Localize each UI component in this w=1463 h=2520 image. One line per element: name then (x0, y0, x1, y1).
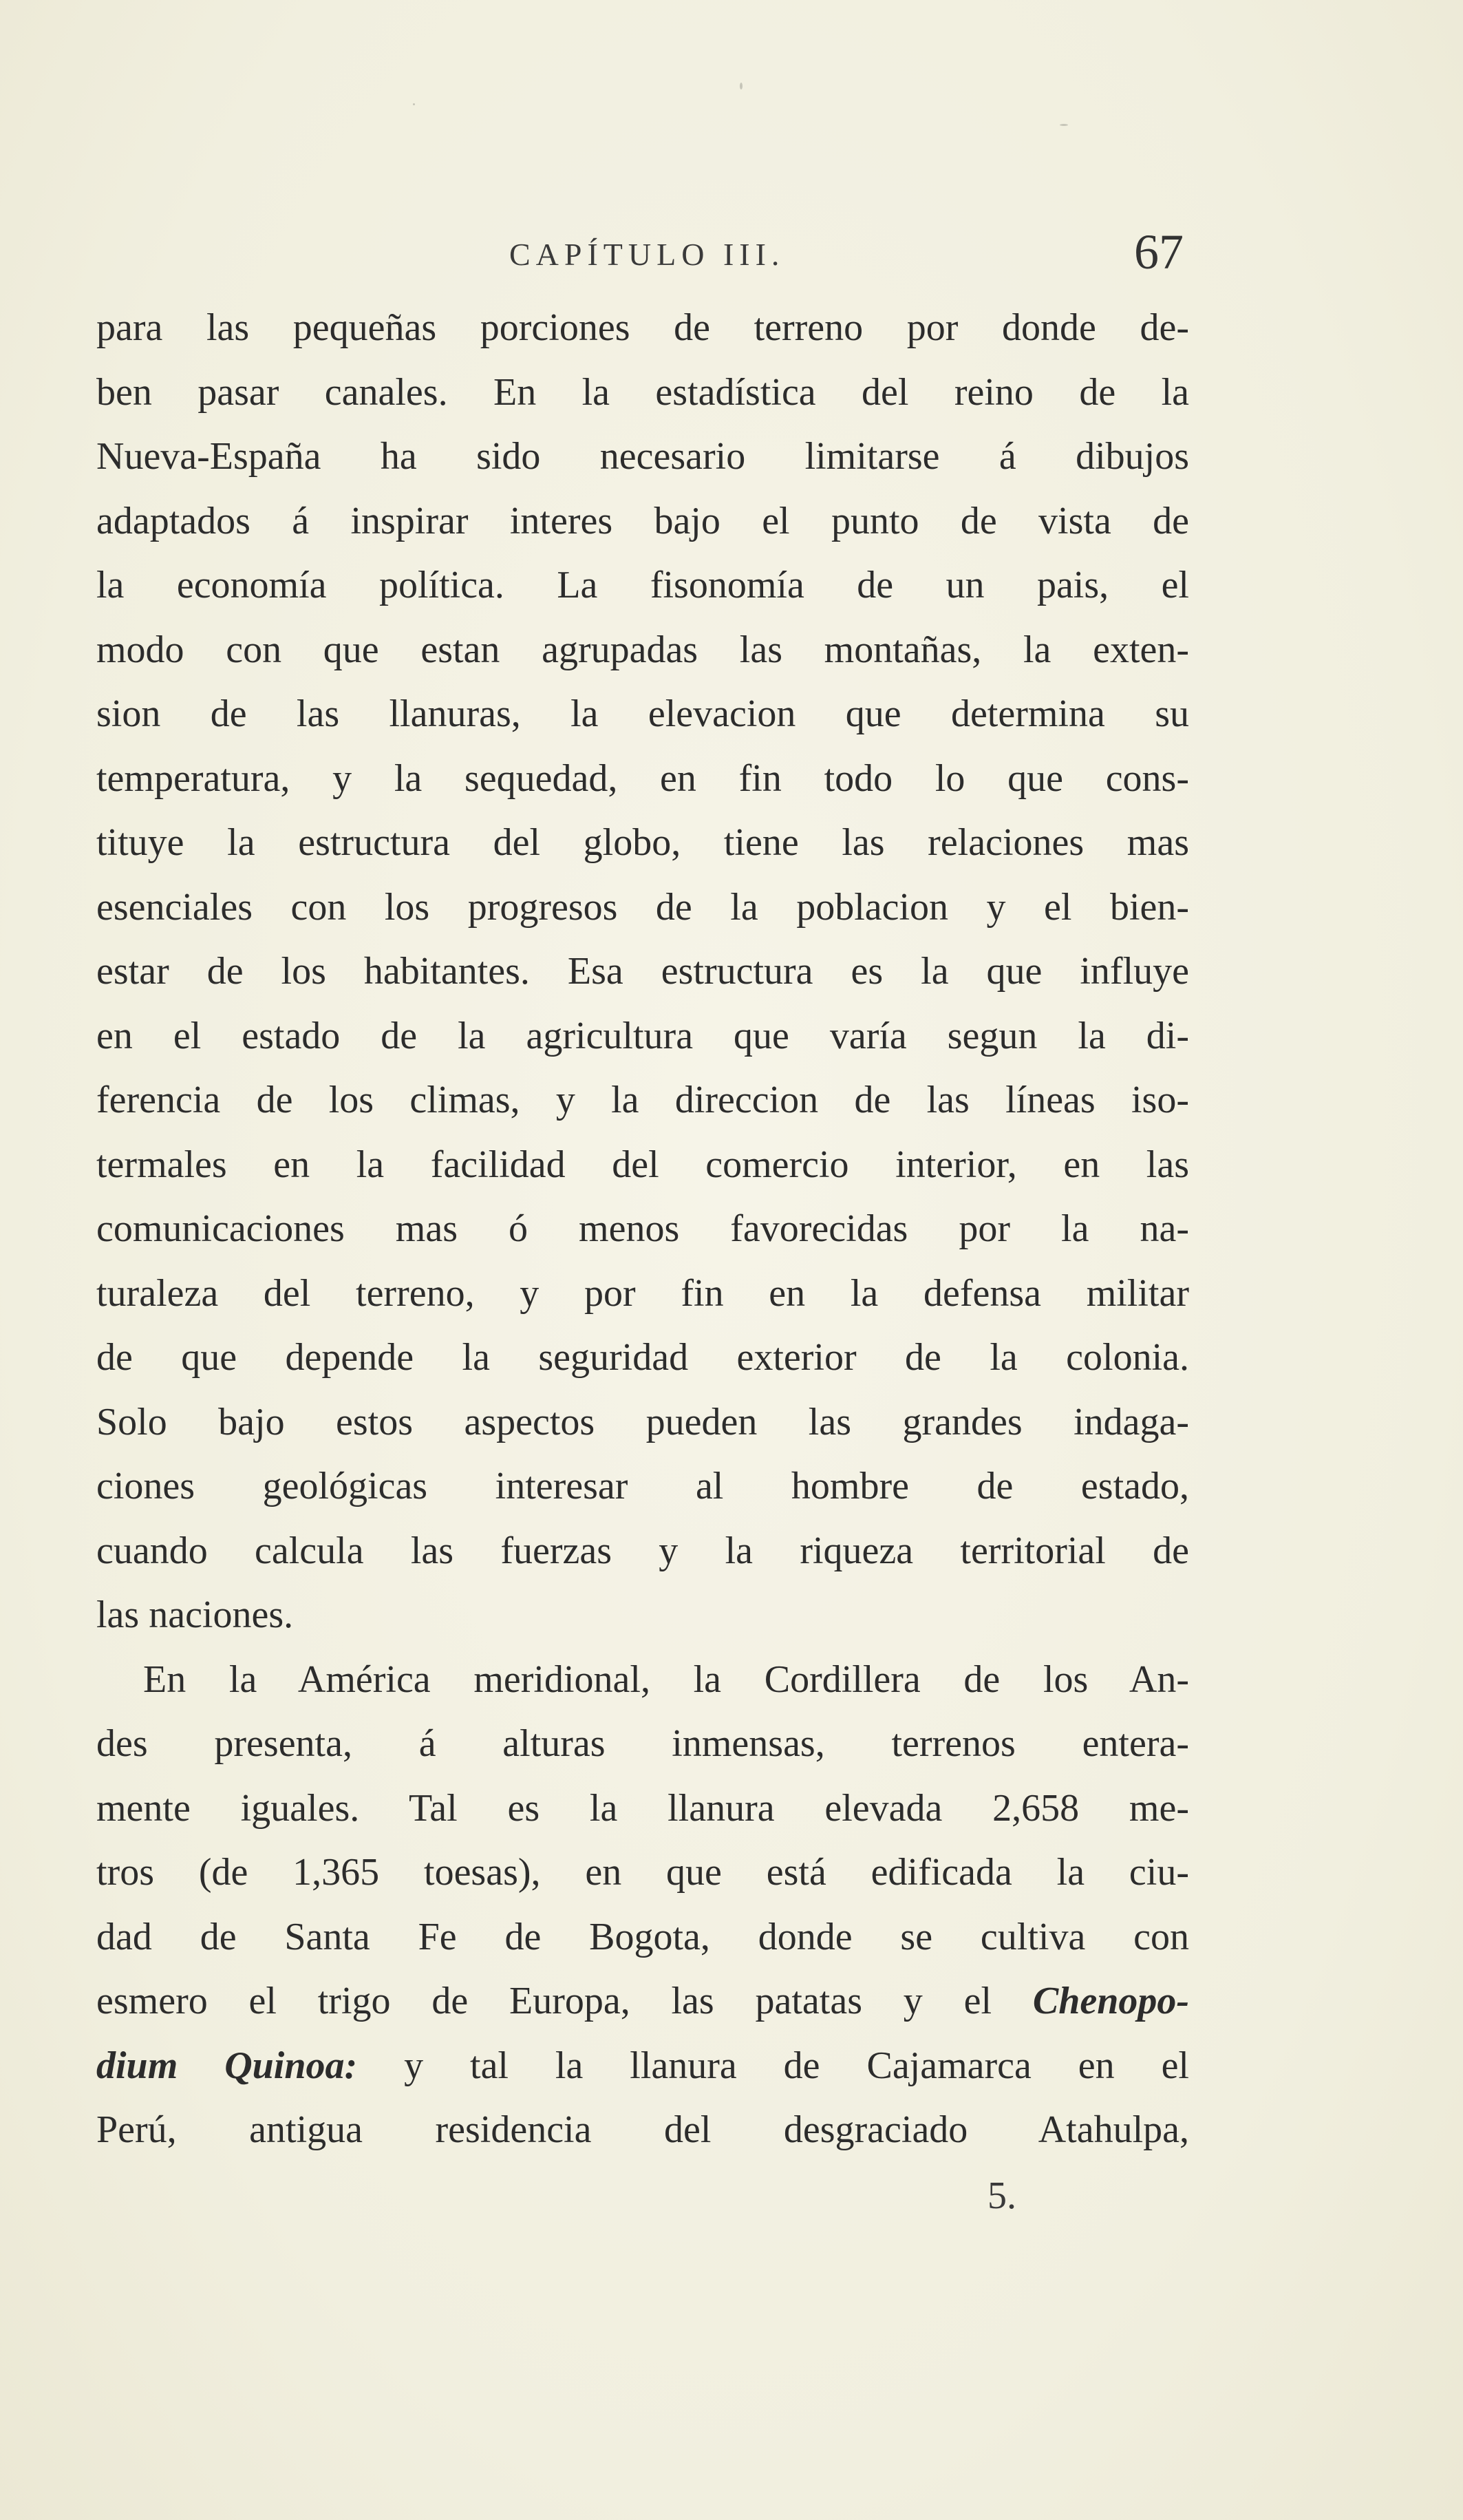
text-line: tituye la estructura del globo, tiene las relaciones mas (96, 821, 1189, 864)
text-line: En la América meridional, la Cordillera de los An- (143, 1658, 1189, 1701)
text-line: Nueva-España ha sido necesario limitarse á dibujos (96, 435, 1189, 478)
text-line (96, 1969, 1189, 2034)
text-line: modo con que estan agrupadas las montañas, la exten- (96, 628, 1189, 671)
text-line: ben pasar canales. En la estadística del reino de la (96, 370, 1189, 414)
text-line: temperatura, y la sequedad, en fin todo lo que cons- (96, 756, 1189, 800)
text-line: para las pequeñas porciones de terreno por donde de- (96, 306, 1189, 349)
text-line: esenciales con los progresos de la poblacion y el bien- (96, 885, 1189, 929)
text-line: adaptados á inspirar interes bajo el punto de vista de (96, 499, 1189, 542)
text-line: sion de las llanuras, la elevacion que determina su (96, 692, 1189, 735)
text-line: comunicaciones mas ó menos favorecidas por la na- (96, 1207, 1189, 1250)
text-line: de que depende la seguridad exterior de la colonia. (96, 1336, 1189, 1379)
page-number: 67 (1134, 224, 1184, 279)
text-line: termales en la facilidad del comercio interior, en las (96, 1143, 1189, 1186)
text-line: Perú, antigua residencia del desgraciado Atahulpa, (96, 2108, 1189, 2151)
paper-speck (413, 103, 415, 105)
species-name-italic: Chenopo- (1032, 1980, 1189, 2022)
text-line: ferencia de los climas, y la direccion de las líneas iso- (96, 1079, 1189, 1121)
paper-speck (740, 83, 743, 89)
species-name-italic: dium Quinoa: (96, 2044, 358, 2087)
text-line: las naciones. (96, 1593, 294, 1636)
text-line: ciones geológicas interesar al hombre de estado, (96, 1465, 1189, 1507)
text-line: turaleza del terreno, y por fin en la defensa militar (96, 1271, 1189, 1315)
text-line: cuando calcula las fuerzas y la riqueza territorial de (96, 1529, 1189, 1572)
running-head (96, 224, 1190, 286)
text-line: tros (de 1,365 toesas), en que está edificada la ciu- (96, 1851, 1189, 1894)
text-line: mente iguales. Tal es la llanura elevada 2,658 me- (96, 1786, 1189, 1830)
text-line: Solo bajo estos aspectos pueden las grandes indaga- (96, 1400, 1189, 1443)
text-line: en el estado de la agricultura que varía segun la di- (96, 1014, 1189, 1057)
text-line: des presenta, á alturas inmensas, terrenos entera- (96, 1722, 1189, 1765)
text-fragment: y tal la llanura de Cajamarca en el (357, 2044, 1189, 2087)
text-line (96, 2034, 1189, 2099)
paper-speck (1060, 124, 1068, 126)
text-line: dad de Santa Fe de Bogota, donde se cultiva con (96, 1915, 1189, 1958)
text-fragment: esmero el trigo de Europa, las patatas y el (96, 1980, 1033, 2022)
signature-mark: 5. (987, 2174, 1016, 2217)
chapter-title: CAPÍTULO III. (509, 237, 785, 272)
text-line: la economía política. La fisonomía de un pais, el (96, 564, 1189, 606)
text-line: estar de los habitantes. Esa estructura es la que influye (96, 950, 1189, 993)
body-text (96, 296, 1189, 2163)
